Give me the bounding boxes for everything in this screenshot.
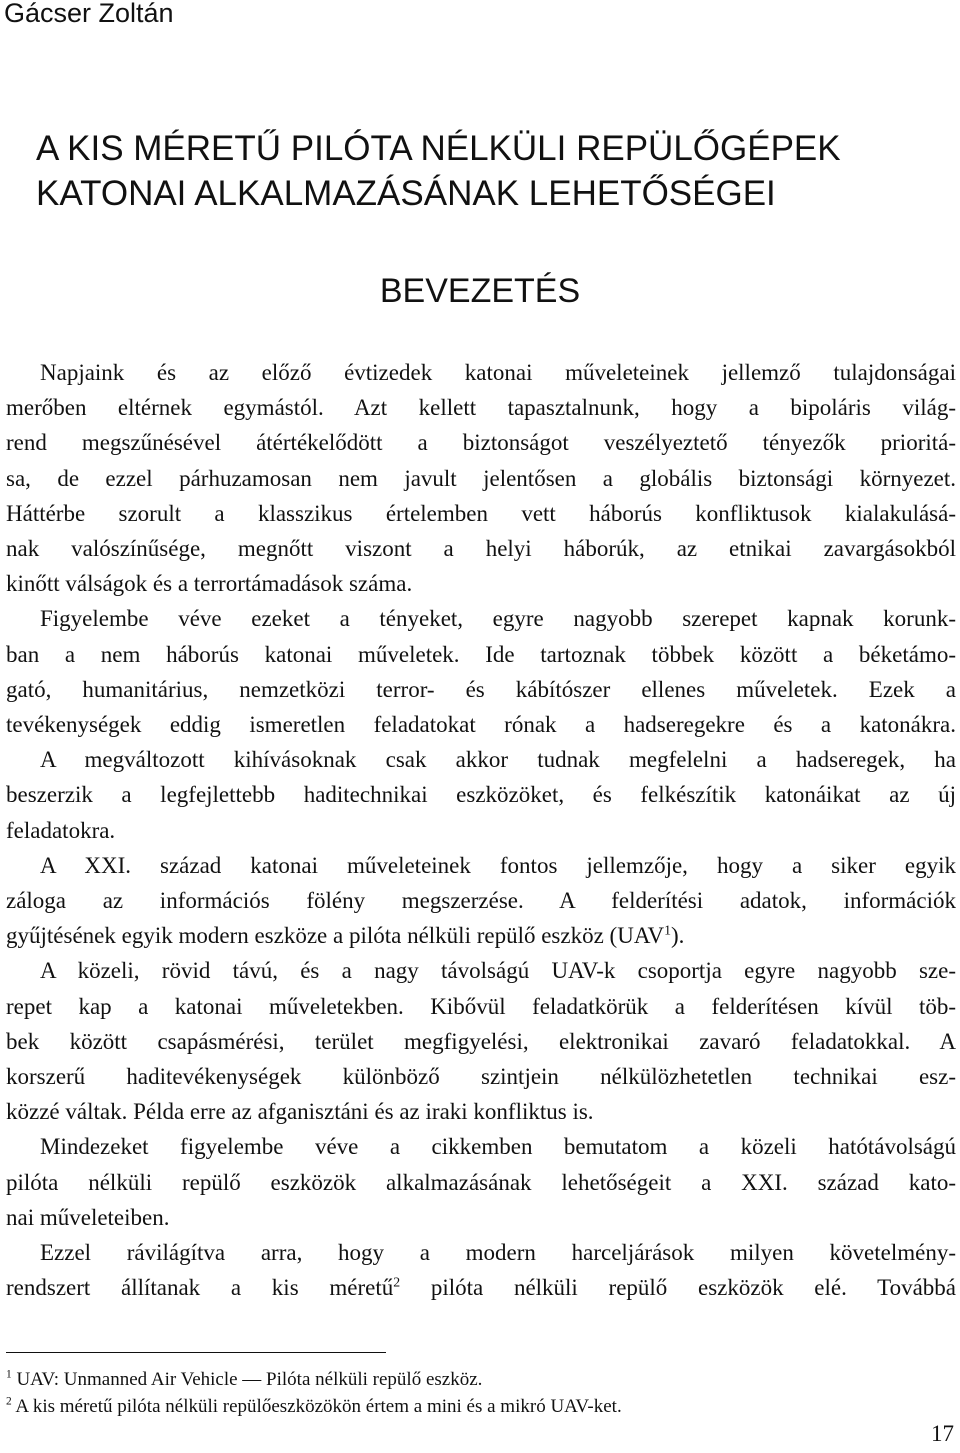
text-line: pilóta nélküli repülő eszközök alkalmazásának lehetőségeit a XXI. század kato- (6, 1169, 956, 1195)
paragraph-1-end (6, 566, 956, 601)
text-line: Napjaink és az előző évtizedek katonai műveleteinek jellemző tulajdonságai (40, 360, 956, 385)
paragraph-4-end (6, 918, 956, 953)
article-body (6, 355, 956, 1305)
footnote-divider (6, 1352, 386, 1353)
text-line: gató, humanitárius, nemzetközi terror- és kábítószer ellenes műveletek. Ezek a (6, 676, 956, 702)
paragraph-5-end (6, 1094, 956, 1129)
text-line: rend megszűnésével átértékelődött a biztonságot veszélyeztető tényezők prioritá- (6, 430, 956, 456)
text-line: A közeli, rövid távú, és a nagy távolságú UAV-k csoportja egyre nagyobb sze- (40, 958, 956, 984)
text-line: repet kap a katonai műveletekben. Kibővül feladatkörük a felderítésen kívül töb- (6, 993, 956, 1019)
footnote-ref-1[interactable]: 1 (664, 922, 671, 938)
text-line: bek között csapásmérési, terület megfigyelési, elektronikai zavaró feladatokkal. A (6, 1028, 956, 1054)
section-heading: BEVEZETÉS (379, 272, 581, 310)
text-line: merőben eltérnek egymástól. Azt kellett tapasztalnunk, hogy a bipoláris világ- (6, 395, 956, 421)
paragraph-1 (6, 355, 956, 566)
text-line: kinőtt válságok és a terrortámadások száma. (6, 571, 413, 597)
text-line: pilóta nélküli repülő eszközök elé. Továbbá (400, 1275, 956, 1301)
text-line: sa, de ezzel párhuzamosan nem javult jelentősen a globális biztonsági környezet. (6, 465, 956, 491)
paragraph-6 (6, 1129, 956, 1199)
paragraph-6-end (6, 1200, 956, 1235)
title-line-2: KATONAI ALKALMAZÁSÁNAK LEHETŐSÉGEI (36, 174, 776, 213)
text-line: tevékenységek eddig ismeretlen feladatokat rónak a hadseregekre és a katonákra. (6, 712, 956, 738)
text-line: A megváltozott kihívásoknak csak akkor tudnak megfelelni a hadseregek, ha (40, 747, 956, 773)
footnote-ref-2[interactable]: 2 (393, 1274, 401, 1290)
text-line: nai műveleteiben. (6, 1204, 170, 1230)
article-title (36, 126, 936, 216)
paragraph-3 (6, 742, 956, 812)
text-line: A XXI. század katonai műveleteinek fontos jellemzője, hogy a siker egyik (40, 852, 956, 878)
text-line: ). (670, 923, 685, 949)
text-line: feladatokra. (6, 817, 116, 843)
paragraph-7 (6, 1235, 956, 1305)
text-line: Ezzel rávilágítva arra, hogy a modern harceljárások milyen követelmény- (40, 1240, 956, 1266)
text-line: Mindezeket figyelembe véve a cikkemben bemutatom a közeli hatótávolságú (40, 1134, 956, 1160)
text-line: ban a nem háborús katonai műveletek. Ide tartoznak többek között a béketámo- (6, 641, 956, 667)
title-line-1: A KIS MÉRETŰ PILÓTA NÉLKÜLI REPÜLŐGÉPEK (36, 129, 841, 168)
footnote-text: UAV: Unmanned Air Vehicle — Pilóta nélküli repülő eszköz. (11, 1369, 483, 1390)
text-line: nak valószínűsége, megnőtt viszont a helyi háborúk, az etnikai zavargásokból (6, 536, 956, 562)
text-line: közzé váltak. Példa erre az afganisztáni és az iraki konfliktus is. (6, 1099, 594, 1125)
text-line: Figyelembe véve ezeket a tényeket, egyre nagyobb szerepet kapnak korunk- (40, 606, 956, 632)
page-number: 17 (931, 1421, 954, 1446)
paragraph-4 (6, 848, 956, 918)
footnotes (6, 1366, 906, 1420)
paragraph-2 (6, 601, 956, 742)
paragraph-5 (6, 953, 956, 1094)
paragraph-3-end (6, 813, 956, 848)
footnote-number: 2 (6, 1395, 12, 1408)
footnote-number: 1 (6, 1368, 12, 1381)
text-line: Háttérbe szorult a klasszikus értelemben vett háborús konfliktusok kialakulásá- (6, 500, 956, 526)
text-line: beszerzik a legfejlettebb haditechnikai eszközöket, és felkészítik katonáikat az új (6, 782, 956, 808)
text-line: záloga az információs fölény megszerzése. A felderítési adatok, információk (6, 888, 956, 914)
text-line: rendszert állítanak a kis méretű (6, 1275, 394, 1301)
text-line: korszerű haditevékenységek különböző szintjein nélkülözhetetlen technikai esz- (6, 1064, 956, 1090)
author-name: Gácser Zoltán (4, 0, 174, 28)
footnote-text: A kis méretű pilóta nélküli repülőeszközökön értem a mini és a mikró UAV-ket. (11, 1396, 622, 1417)
footnote-2 (6, 1393, 906, 1420)
text-line: gyűjtésének egyik modern eszköze a pilóta nélküli repülő eszköz (UAV (6, 923, 665, 949)
footnote-1 (6, 1366, 906, 1393)
